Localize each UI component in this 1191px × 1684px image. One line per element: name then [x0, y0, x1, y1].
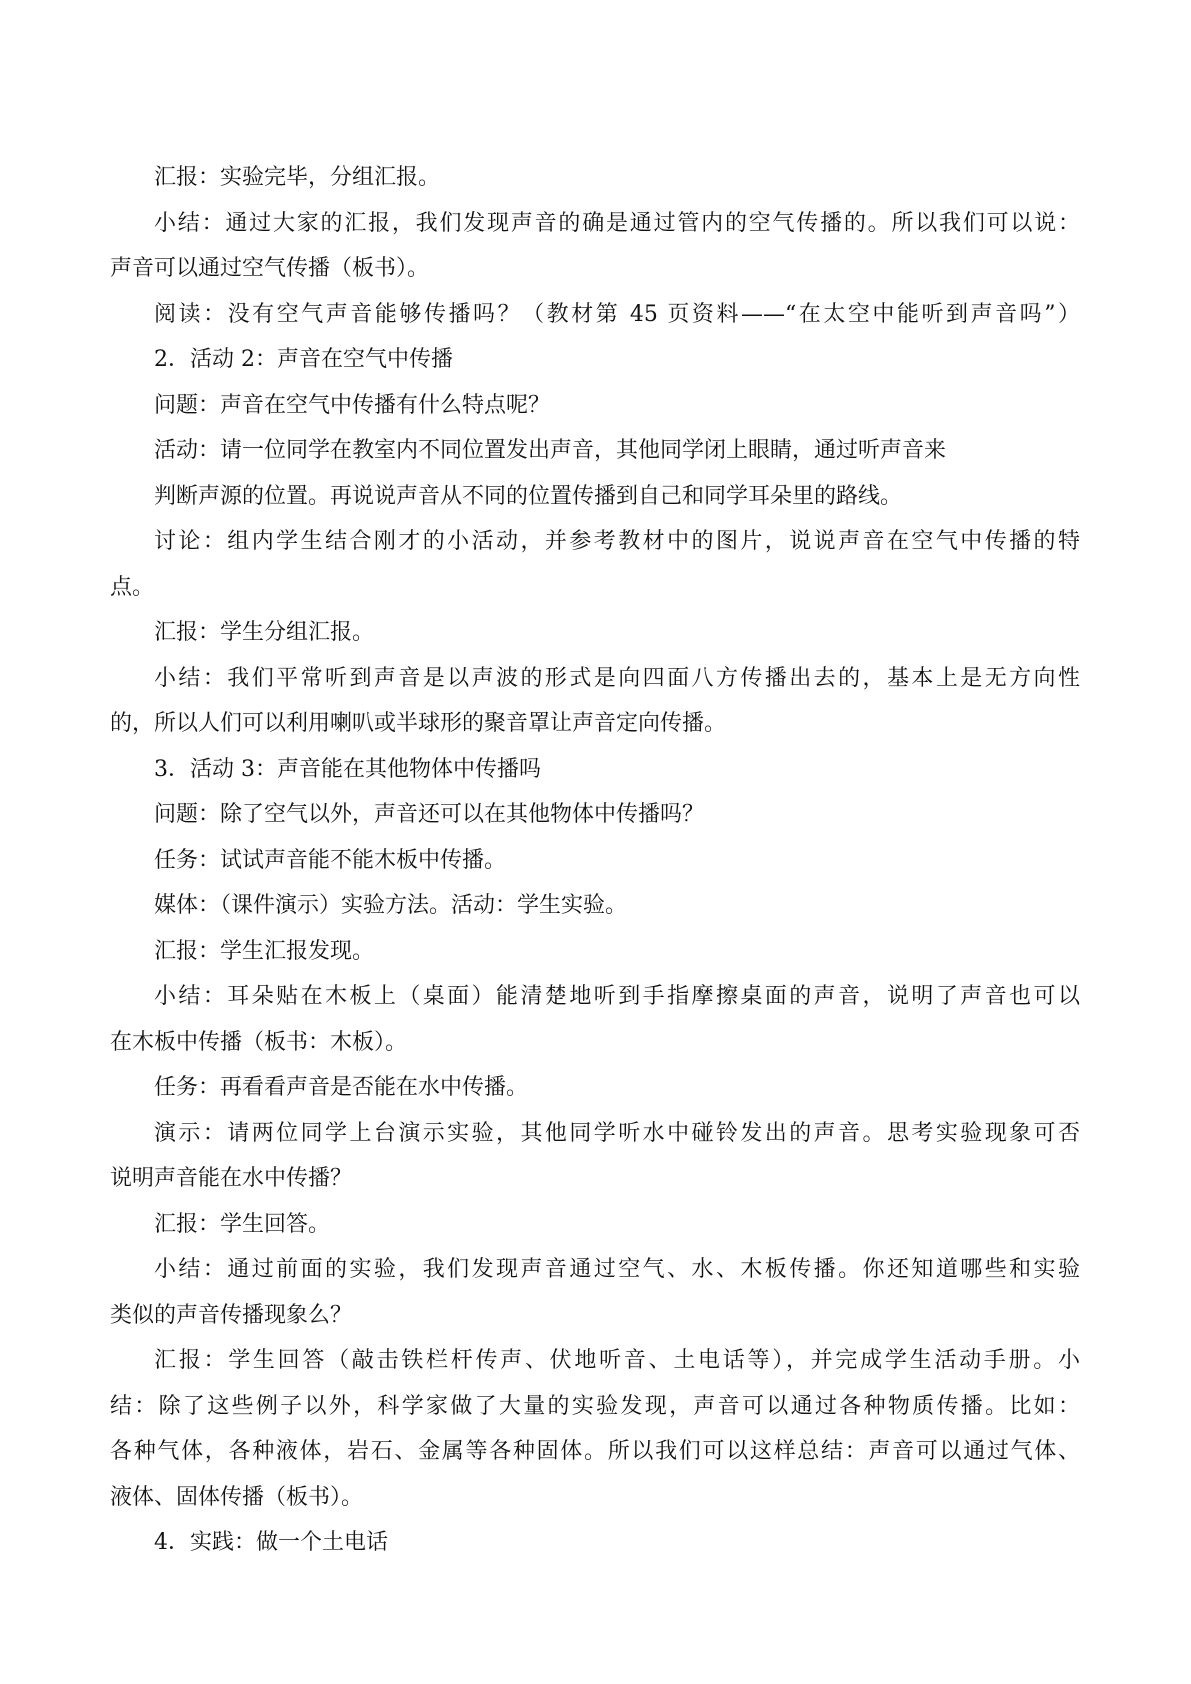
text-line: 汇报：学生回答（敲击铁栏杆传声、伏地听音、土电话等），并完成学生活动手册。小 — [154, 1348, 1080, 1373]
text-line: 液体、固体传播（板书）。 — [110, 1484, 364, 1510]
text-line: 汇报：实验完毕，分组汇报。 — [154, 165, 441, 190]
text-line: 讨论：组内学生结合刚才的小活动，并参考教材中的图片，说说声音在空气中传播的特 — [154, 529, 1080, 554]
text-line: 活动：请一位同学在教室内不同位置发出声音，其他同学闭上眼睛，通过听声音来 — [154, 438, 947, 463]
text-line: 结：除了这些例子以外，科学家做了大量的实验发现，声音可以通过各种物质传播。比如： — [110, 1393, 1080, 1419]
text-line: 汇报：学生回答。 — [154, 1211, 331, 1237]
text-line: 的，所以人们可以利用喇叭或半球形的聚音罩让声音定向传播。 — [110, 711, 727, 736]
text-line: 小结：我们平常听到声音是以声波的形式是向四面八方传播出去的，基本上是无方向性 — [154, 665, 1080, 691]
text-line: 汇报：学生分组汇报。 — [154, 620, 375, 645]
text-line: 说明声音能在水中传播？ — [110, 1166, 353, 1191]
text-line: 问题：除了空气以外，声音还可以在其他物体中传播吗？ — [154, 802, 705, 827]
text-line: 点。 — [110, 574, 155, 600]
text-line: 演示：请两位同学上台演示实验，其他同学听水中碰铃发出的声音。思考实验现象可否 — [154, 1120, 1080, 1146]
text-line: 判断声源的位置。再说说声音从不同的位置传播到自己和同学耳朵里的路线。 — [154, 483, 903, 509]
document-body — [110, 155, 1080, 1566]
text-line: 媒体：（课件演示）实验方法。活动：学生实验。 — [154, 893, 628, 918]
text-line: 小结：通过前面的实验，我们发现声音通过空气、水、木板传播。你还知道哪些和实验 — [154, 1257, 1080, 1282]
text-line: 类似的声音传播现象么？ — [110, 1302, 353, 1328]
text-line: 2．活动 2：声音在空气中传播 — [154, 347, 453, 372]
text-line: 在木板中传播（板书：木板）。 — [110, 1029, 408, 1055]
text-line: 任务：再看看声音是否能在水中传播。 — [154, 1075, 529, 1100]
text-line: 任务：试试声音能不能木板中传播。 — [154, 847, 507, 873]
text-line: 小结：耳朵贴在木板上（桌面）能清楚地听到手指摩擦桌面的声音，说明了声音也可以 — [154, 984, 1080, 1009]
text-line: 汇报：学生汇报发现。 — [154, 938, 375, 964]
text-line: 4．实践：做一个土电话 — [154, 1530, 388, 1555]
text-line: 问题：声音在空气中传播有什么特点呢？ — [154, 392, 551, 418]
text-line: 声音可以通过空气传播（板书）。 — [110, 256, 430, 281]
text-line: 阅读：没有空气声音能够传播吗？（教材第 45 页资料——“在太空中能听到声音吗”） — [154, 301, 1080, 327]
text-line: 3．活动 3：声音能在其他物体中传播吗 — [154, 756, 541, 782]
text-line: 小结：通过大家的汇报，我们发现声音的确是通过管内的空气传播的。所以我们可以说： — [154, 210, 1080, 236]
text-line: 各种气体，各种液体，岩石、金属等各种固体。所以我们可以这样总结：声音可以通过气体、 — [110, 1439, 1080, 1464]
